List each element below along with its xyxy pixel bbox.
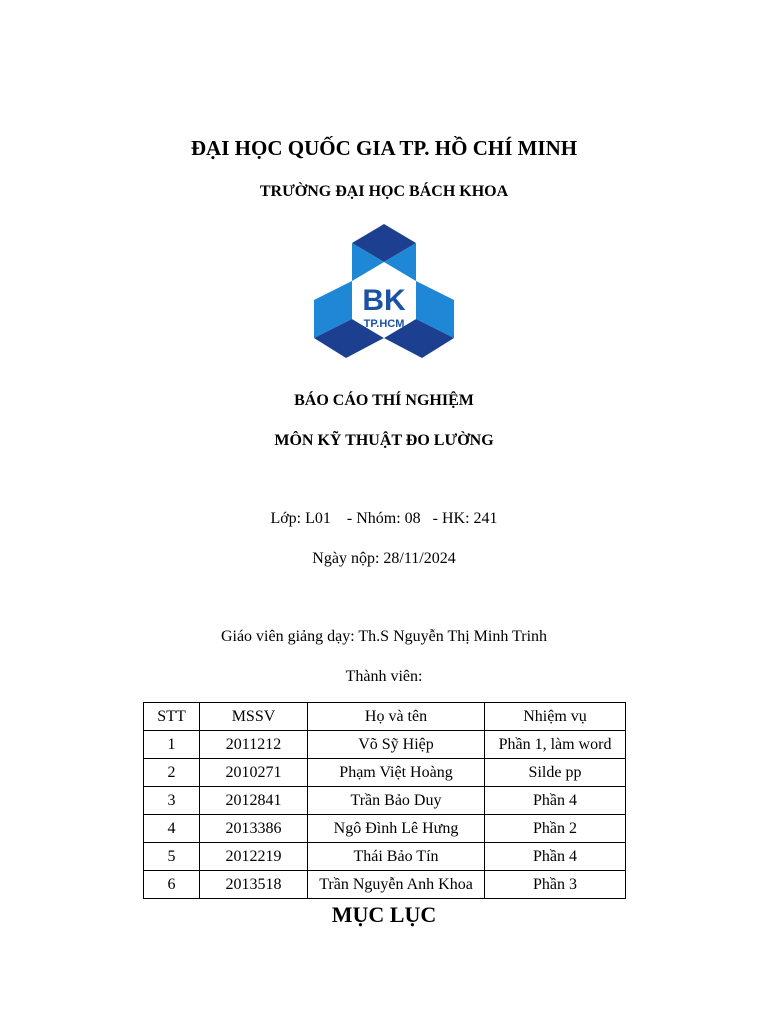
cell-mssv: 2012219 — [200, 843, 308, 871]
cell-name: Thái Bảo Tín — [308, 843, 485, 871]
header-task: Nhiệm vụ — [485, 703, 626, 731]
members-table — [143, 702, 626, 899]
cell-stt: 3 — [144, 787, 200, 815]
table-row — [144, 871, 626, 899]
teacher-info: Giáo viên giảng dạy: Th.S Nguyễn Thị Minh Trinh — [220, 628, 548, 645]
table-header-row — [144, 703, 626, 731]
cell-name: Phạm Việt Hoàng — [308, 759, 485, 787]
cell-mssv: 2013386 — [200, 815, 308, 843]
table-row — [144, 815, 626, 843]
logo-text-sub: TP.HCM — [363, 318, 405, 330]
cell-task: Phần 4 — [485, 843, 626, 871]
header-stt: STT — [144, 703, 200, 731]
logo-text-main: BK — [362, 284, 406, 317]
cell-task: Phần 2 — [485, 815, 626, 843]
toc-title: MỤC LỤC — [331, 902, 437, 927]
cell-task: Phần 3 — [485, 871, 626, 899]
cell-mssv: 2011212 — [200, 731, 308, 759]
header-name: Họ và tên — [308, 703, 485, 731]
cell-name: Trần Nguyễn Anh Khoa — [308, 871, 485, 899]
table-row — [144, 731, 626, 759]
cell-mssv: 2013518 — [200, 871, 308, 899]
cell-mssv: 2012841 — [200, 787, 308, 815]
cell-stt: 5 — [144, 843, 200, 871]
header-mssv: MSSV — [200, 703, 308, 731]
submission-date: Ngày nộp: 28/11/2024 — [312, 550, 456, 567]
bk-logo — [314, 224, 454, 372]
cell-stt: 4 — [144, 815, 200, 843]
cell-task: Phần 1, làm word — [485, 731, 626, 759]
cell-name: Trần Bảo Duy — [308, 787, 485, 815]
cell-stt: 6 — [144, 871, 200, 899]
report-title: BÁO CÁO THÍ NGHIỆM — [294, 392, 474, 409]
table-row — [144, 759, 626, 787]
members-label: Thành viên: — [345, 668, 423, 685]
table-row — [144, 843, 626, 871]
cell-stt: 1 — [144, 731, 200, 759]
table-row — [144, 787, 626, 815]
cell-mssv: 2010271 — [200, 759, 308, 787]
university-title: ĐẠI HỌC QUỐC GIA TP. HỒ CHÍ MINH — [190, 136, 578, 160]
cell-stt: 2 — [144, 759, 200, 787]
school-title: TRƯỜNG ĐẠI HỌC BÁCH KHOA — [259, 183, 509, 200]
cell-task: Phần 4 — [485, 787, 626, 815]
cell-task: Silde pp — [485, 759, 626, 787]
cell-name: Võ Sỹ Hiệp — [308, 731, 485, 759]
subject-title: MÔN KỸ THUẬT ĐO LƯỜNG — [274, 432, 494, 449]
class-info: Lớp: L01 - Nhóm: 08 - HK: 241 — [270, 510, 498, 527]
cell-name: Ngô Đình Lê Hưng — [308, 815, 485, 843]
